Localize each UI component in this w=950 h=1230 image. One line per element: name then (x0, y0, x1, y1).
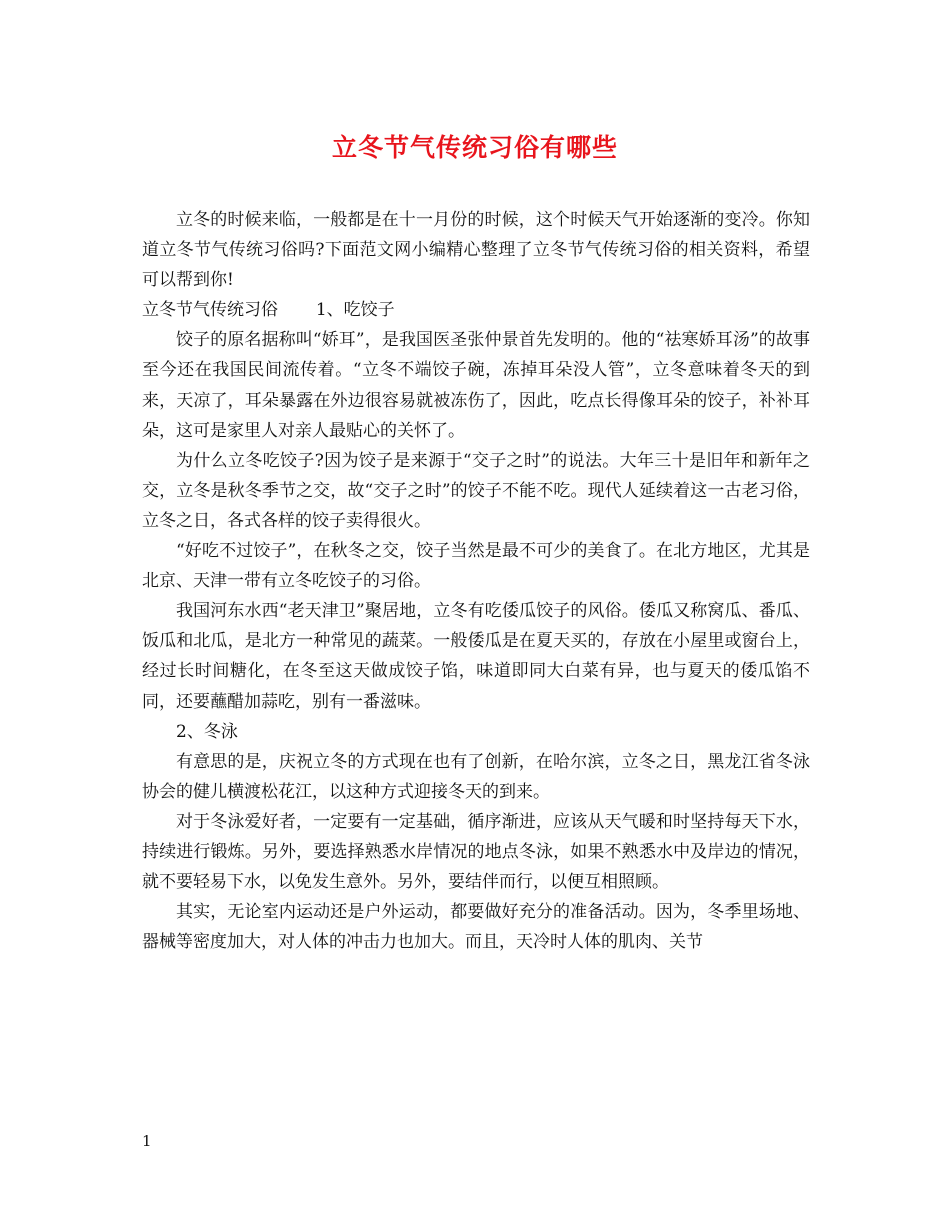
paragraph-swimming-tips: 对于冬泳爱好者，一定要有一定基础，循序渐进，应该从天气暖和时坚持每天下水，持续进行锻炼。另外，要选择熟悉水岸情况的地点冬泳，如果不熟悉水中及岸边的情况，就不要轻易下水，以免发生意外。另外，要结伴而行，以便互相照顾。 (142, 811, 810, 893)
paragraph-best-food: “好吃不过饺子”，在秋冬之交，饺子当然是最不可少的美食了。在北方地区，尤其是北京、天津一带有立冬吃饺子的习俗。 (142, 541, 810, 592)
document-body (142, 205, 810, 957)
page-number: 1 (142, 1132, 152, 1150)
item-heading-winter-swimming: 2、冬泳 (176, 721, 238, 742)
paragraph-harbin: 有意思的是，庆祝立冬的方式现在也有了创新，在哈尔滨，立冬之日，黑龙江省冬泳协会的健儿横渡松花江，以这种方式迎接冬天的到来。 (142, 751, 810, 802)
document-title: 立冬节气传统习俗有哪些 (331, 133, 618, 162)
item-heading-dumplings: 1、吃饺子 (315, 300, 395, 321)
paragraph-warmup: 其实，无论室内运动还是户外运动，都要做好充分的准备活动。因为，冬季里场地、器械等密度加大，对人体的冲击力也加大。而且，天冷时人体的肌肉、关节 (142, 902, 810, 953)
section-heading: 立冬节气传统习俗 (142, 300, 278, 321)
intro-paragraph: 立冬的时候来临，一般都是在十一月份的时候，这个时候天气开始逐渐的变冷。你知道立冬节气传统习俗吗?下面范文网小编精心整理了立冬节气传统习俗的相关资料，希望可以帮到你! (142, 210, 810, 291)
paragraph-dumplings-origin: 饺子的原名据称叫“娇耳”，是我国医圣张仲景首先发明的。他的“祛寒娇耳汤”的故事至今还在我国民间流传着。“立冬不端饺子碗，冻掉耳朵没人管”，立冬意味着冬天的到来，天凉了，耳朵暴露在外边很容易就被冻伤了，因此，吃点长得像耳朵的饺子，补补耳朵，这可是家里人对亲人最贴心的关怀了。 (142, 330, 810, 441)
paragraph-tianjin-custom: 我国河东水西“老天津卫”聚居地，立冬有吃倭瓜饺子的风俗。倭瓜又称窝瓜、番瓜、饭瓜和北瓜，是北方一种常见的蔬菜。一般倭瓜是在夏天买的，存放在小屋里或窗台上，经过长时间糖化，在冬至这天做成饺子馅，味道即同大白菜有异，也与夏天的倭瓜馅不同，还要蘸醋加蒜吃，别有一番滋味。 (142, 601, 810, 712)
paragraph-why-dumplings: 为什么立冬吃饺子?因为饺子是来源于“交子之时”的说法。大年三十是旧年和新年之交，立冬是秋冬季节之交，故“交子之时”的饺子不能不吃。现代人延续着这一古老习俗，立冬之日，各式各样的饺子卖得很火。 (142, 450, 810, 531)
section-heading-line (142, 295, 810, 325)
